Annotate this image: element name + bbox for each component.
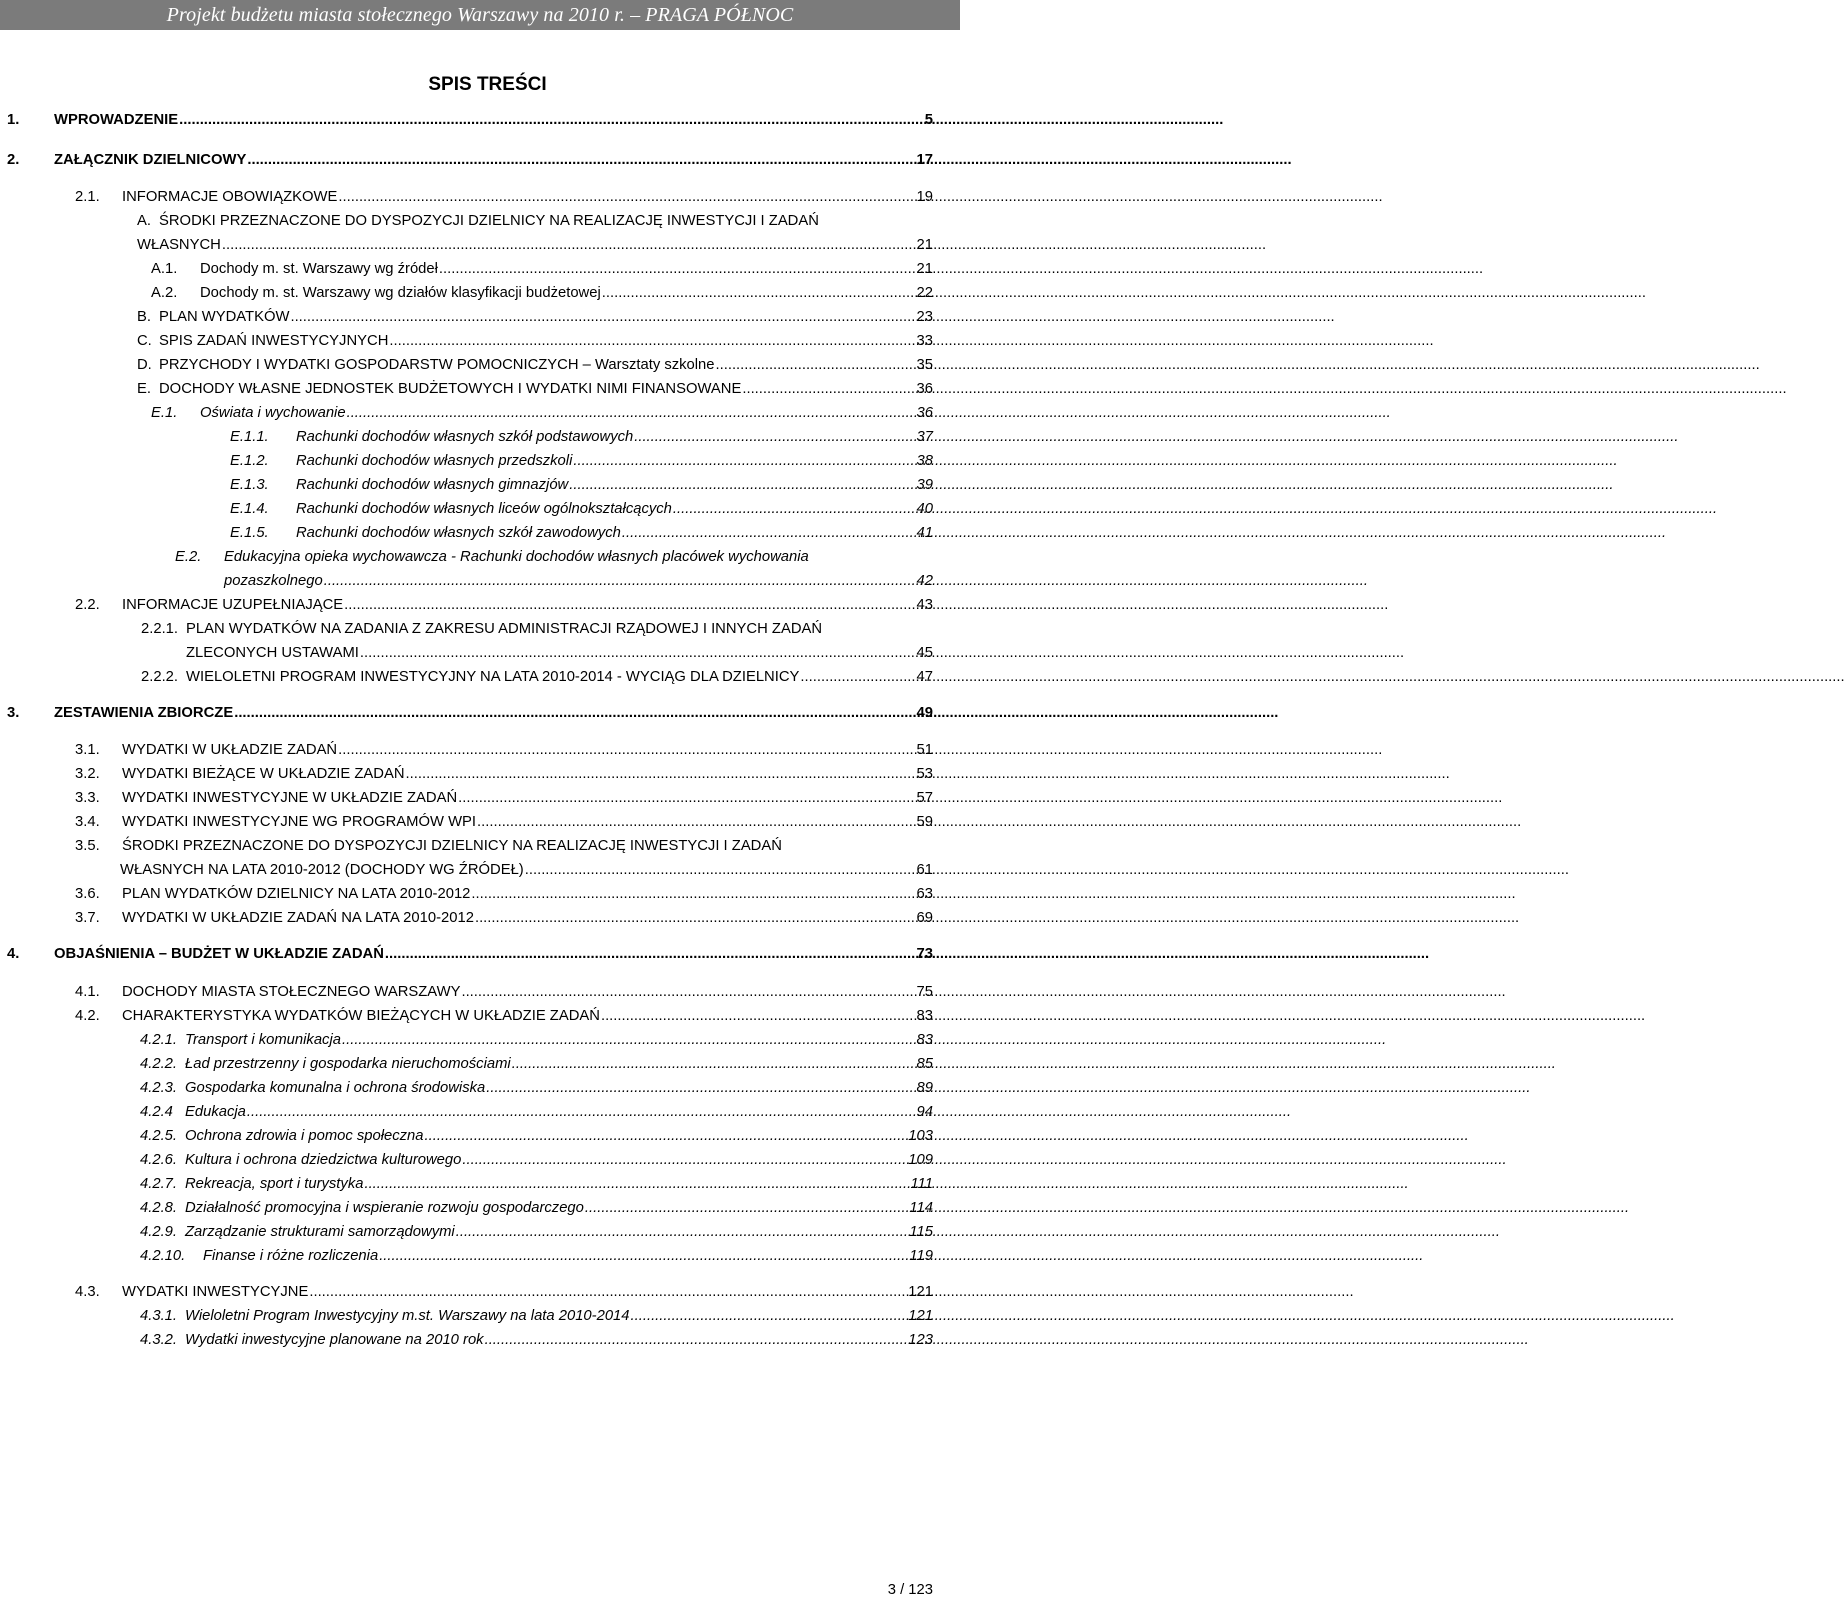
toc-entry-number: A. — [137, 213, 151, 229]
toc-entry-number: 4.3.1. — [140, 1308, 178, 1324]
toc-entry-page: 33 — [916, 333, 933, 349]
toc-entry[interactable] — [230, 473, 933, 497]
toc-entry-title: PRZYCHODY I WYDATKI GOSPODARSTW POMOCNICZYCH – Warsztaty szkolne — [159, 357, 715, 373]
dot-leader — [389, 329, 915, 353]
toc-entry-number: 3.2. — [75, 766, 100, 782]
toc-entry-number: 2.2.1. — [141, 621, 179, 637]
toc-title: SPIS TREŚCI — [428, 74, 547, 95]
toc-entry-title: Kultura i ochrona dziedzictwa kulturowego — [185, 1152, 462, 1168]
toc-entry-page: 47 — [916, 669, 933, 685]
toc-entry-page: 109 — [908, 1152, 933, 1168]
toc-entry-number: 3.6. — [75, 886, 100, 902]
dot-leader — [247, 1100, 916, 1124]
toc-entry[interactable] — [230, 425, 933, 449]
toc-entry-title: WYDATKI INWESTYCYJNE — [122, 1284, 309, 1300]
toc-entry[interactable] — [141, 665, 933, 689]
toc-entry[interactable] — [75, 810, 933, 834]
toc-entry[interactable] — [120, 858, 933, 882]
dot-leader — [486, 1076, 915, 1100]
dot-leader — [485, 1328, 908, 1352]
toc-entry[interactable] — [151, 257, 933, 281]
toc-entry-title: Oświata i wychowanie — [200, 405, 346, 421]
toc-entry-page: 38 — [916, 453, 933, 469]
toc-entry-page: 17 — [916, 152, 933, 168]
toc-entry-page: 63 — [916, 886, 933, 902]
toc-entry-page: 51 — [916, 742, 933, 758]
toc-entry-page: 49 — [916, 705, 933, 721]
dot-leader — [344, 593, 915, 617]
toc-entry[interactable] — [7, 701, 933, 725]
toc-entry-page: 43 — [916, 597, 933, 613]
toc-entry-number: 4.2.1. — [140, 1032, 178, 1048]
toc-entry-title: Rachunki dochodów własnych szkół podstawowych — [296, 429, 634, 445]
toc-entry-page: 5 — [924, 112, 933, 128]
toc-entry-number: 3. — [7, 705, 20, 721]
toc-entry-number: E.1. — [151, 405, 178, 421]
dot-leader — [585, 1196, 909, 1220]
toc-entry-title: WPROWADZENIE — [54, 112, 179, 128]
toc-entry-page: 41 — [916, 525, 933, 541]
toc-entry[interactable] — [137, 233, 933, 257]
dot-leader — [364, 1172, 909, 1196]
toc-entry-title: WYDATKI BIEŻĄCE W UKŁADZIE ZADAŃ — [122, 766, 405, 782]
toc-entry-page: 111 — [910, 1176, 933, 1192]
toc-entry-number: 2.1. — [75, 189, 100, 205]
toc-entry-title: INFORMACJE UZUPEŁNIAJĄCE — [122, 597, 344, 613]
toc-entry-title: Rachunki dochodów własnych przedszkoli — [296, 453, 573, 469]
toc-entry-title: Transport i komunikacja — [185, 1032, 341, 1048]
toc-entry-title: Ochrona zdrowia i pomoc społeczna — [185, 1128, 424, 1144]
toc-entry-title: pozaszkolnego — [224, 573, 323, 589]
dot-leader — [439, 257, 916, 281]
toc-entry-number: 4.2.2. — [140, 1056, 178, 1072]
toc-entry-number: 4.2.4 — [140, 1104, 173, 1120]
toc-entry[interactable] — [137, 209, 933, 233]
dot-leader — [338, 185, 915, 209]
toc-entry-page: 85 — [916, 1056, 933, 1072]
dot-leader — [512, 1052, 916, 1076]
dot-leader — [471, 882, 915, 906]
dot-leader — [338, 738, 915, 762]
toc-entry[interactable] — [140, 1076, 933, 1100]
toc-entry-page: 89 — [916, 1080, 933, 1096]
toc-entry-number: A.2. — [151, 285, 178, 301]
toc-entry-number: E.1.2. — [230, 453, 269, 469]
toc-entry-page: 123 — [908, 1332, 933, 1348]
toc-entry-page: 94 — [916, 1104, 933, 1120]
toc-entry-number: 1. — [7, 112, 20, 128]
toc-entry[interactable] — [75, 1004, 933, 1028]
dot-leader — [324, 569, 916, 593]
toc-entry-title: Finanse i różne rozliczenia — [203, 1248, 379, 1264]
toc-entry-title: Wieloletni Program Inwestycyjny m.st. Warszawy na lata 2010-2014 — [185, 1308, 630, 1324]
toc-entry-number: E. — [137, 381, 151, 397]
toc-entry-title: Gospodarka komunalna i ochrona środowiska — [185, 1080, 486, 1096]
toc-entry-number: E.1.1. — [230, 429, 269, 445]
toc-entry[interactable] — [151, 401, 933, 425]
toc-entry[interactable] — [140, 1124, 933, 1148]
toc-entry-page: 121 — [908, 1284, 933, 1300]
dot-leader — [406, 762, 916, 786]
toc-entry-title: PLAN WYDATKÓW — [159, 309, 290, 325]
toc-entry-title: PLAN WYDATKÓW NA ZADANIA Z ZAKRESU ADMINISTRACJI RZĄDOWEJ I INNYCH ZADAŃ — [186, 621, 823, 637]
toc-entry-page: 119 — [909, 1248, 933, 1264]
dot-leader — [477, 810, 916, 834]
dot-leader — [222, 233, 916, 257]
toc-entry-title: INFORMACJE OBOWIĄZKOWE — [122, 189, 338, 205]
toc-entry[interactable] — [75, 786, 933, 810]
toc-entry-title: Edukacja — [185, 1104, 246, 1120]
dot-leader — [309, 1280, 907, 1304]
toc-entry[interactable] — [151, 281, 933, 305]
dot-leader — [631, 1304, 908, 1328]
toc-entry[interactable] — [140, 1328, 933, 1352]
toc-entry-number: 4.1. — [75, 984, 100, 1000]
toc-entry-page: 61 — [916, 862, 933, 878]
toc-entry[interactable] — [140, 1052, 933, 1076]
toc-entry-number: 4.2. — [75, 1008, 100, 1024]
toc-entry-number: 3.5. — [75, 838, 100, 854]
toc-entry-number: 3.3. — [75, 790, 100, 806]
toc-entry-page: 69 — [916, 910, 933, 926]
toc-entry-title: ZESTAWIENIA ZBIORCZE — [54, 705, 234, 721]
toc-entry-page: 75 — [916, 984, 933, 1000]
toc-entry[interactable] — [75, 834, 933, 858]
toc-entry-number: 4. — [7, 946, 20, 962]
dot-leader — [385, 942, 916, 966]
toc-entry-number: 4.2.8. — [140, 1200, 178, 1216]
toc-entry-title: Edukacyjna opieka wychowawcza - Rachunki dochodów własnych placówek wychowania — [224, 549, 809, 565]
toc-entry-title: Zarządzanie strukturami samorządowymi — [185, 1224, 455, 1240]
toc-entry[interactable] — [75, 882, 933, 906]
dot-leader — [573, 449, 915, 473]
toc-entry-number: 4.2.7. — [140, 1176, 178, 1192]
toc-entry[interactable] — [140, 1220, 933, 1244]
toc-entry-title: Dochody m. st. Warszawy wg źródeł — [200, 261, 438, 277]
toc-entry-page: 42 — [916, 573, 933, 589]
dot-leader — [673, 497, 916, 521]
toc-entry-page: 45 — [916, 645, 933, 661]
toc-entry-title: Dochody m. st. Warszawy wg działów klasyfikacji budżetowej — [200, 285, 601, 301]
dot-leader — [247, 148, 915, 172]
dot-leader — [234, 701, 915, 725]
toc-entry-page: 114 — [909, 1200, 933, 1216]
toc-entry-page: 83 — [916, 1008, 933, 1024]
toc-entry[interactable] — [75, 1280, 933, 1304]
toc-entry-number: 4.2.3. — [140, 1080, 178, 1096]
toc-entry[interactable] — [140, 1028, 933, 1052]
toc-entry-page: 36 — [916, 381, 933, 397]
dot-leader — [360, 641, 916, 665]
toc-entry-number: 2.2.2. — [141, 669, 179, 685]
toc-entry[interactable] — [224, 569, 933, 593]
dot-leader — [800, 665, 915, 689]
toc-entry[interactable] — [140, 1196, 933, 1220]
dot-leader — [379, 1244, 908, 1268]
toc-entry-number: D. — [137, 357, 152, 373]
toc-entry-title: Rekreacja, sport i turystyka — [185, 1176, 364, 1192]
toc-entry[interactable] — [137, 353, 933, 377]
toc-entry-title: Rachunki dochodów własnych szkół zawodowych — [296, 525, 621, 541]
toc-entry-page: 35 — [916, 357, 933, 373]
toc-entry[interactable] — [7, 942, 933, 966]
toc-entry-page: 53 — [916, 766, 933, 782]
dot-leader — [347, 401, 916, 425]
toc-entry-title: SPIS ZADAŃ INWESTYCYJNYCH — [159, 333, 389, 349]
toc-entry-number: A.1. — [151, 261, 178, 277]
toc-entry[interactable] — [140, 1172, 933, 1196]
toc-entry-page: 23 — [916, 309, 933, 325]
toc-entry-title: WYDATKI W UKŁADZIE ZADAŃ — [122, 742, 338, 758]
toc-entry[interactable] — [75, 593, 933, 617]
toc-entry-number: 2.2. — [75, 597, 100, 613]
toc-entry-title: Rachunki dochodów własnych gimnazjów — [296, 477, 569, 493]
toc-entry-page: 21 — [916, 261, 933, 277]
dot-leader — [569, 473, 915, 497]
toc-entry-number: 2. — [7, 152, 20, 168]
dot-leader — [475, 906, 916, 930]
toc-entry[interactable] — [140, 1148, 933, 1172]
toc-entry[interactable] — [7, 108, 933, 132]
page-indicator: 3 / 123 — [887, 1582, 933, 1598]
toc-entry-title: WIELOLETNI PROGRAM INWESTYCYJNY NA LATA 2010-2014 - WYCIĄG DLA DZIELNICY — [186, 669, 800, 685]
toc-entry-title: PLAN WYDATKÓW DZIELNICY NA LATA 2010-2012 — [122, 886, 471, 902]
toc-entry-number: 4.2.6. — [140, 1152, 178, 1168]
toc-entry[interactable] — [230, 521, 933, 545]
toc-entry[interactable] — [75, 906, 933, 930]
toc-entry-page: 36 — [916, 405, 933, 421]
toc-entry-number: C. — [137, 333, 152, 349]
toc-entry-title: ŚRODKI PRZEZNACZONE DO DYSPOZYCJI DZIELNICY NA REALIZACJĘ INWESTYCJI I ZADAŃ — [122, 838, 782, 854]
toc-entry-title: WYDATKI INWESTYCYJNE W UKŁADZIE ZADAŃ — [122, 790, 458, 806]
running-header — [0, 0, 960, 30]
toc-entry-title: Rachunki dochodów własnych liceów ogólnokształcących — [296, 501, 672, 517]
dot-leader — [742, 377, 915, 401]
toc-entry-title: Wydatki inwestycyjne planowane na 2010 rok — [185, 1332, 484, 1348]
toc-entry[interactable] — [137, 377, 933, 401]
toc-entry-page: 73 — [916, 946, 933, 962]
toc-entry[interactable] — [175, 545, 933, 569]
toc-entry[interactable] — [137, 305, 933, 329]
toc-entry-title: OBJAŚNIENIA – BUDŻET W UKŁADZIE ZADAŃ — [54, 946, 384, 962]
toc-entry[interactable] — [230, 449, 933, 473]
dot-leader — [525, 858, 916, 882]
toc-entry-number: 4.3.2. — [140, 1332, 178, 1348]
dot-leader — [461, 980, 915, 1004]
toc-entry-number: 4.2.9. — [140, 1224, 178, 1240]
toc-entry[interactable] — [75, 185, 933, 209]
dot-leader — [601, 1004, 916, 1028]
toc-entry[interactable] — [75, 980, 933, 1004]
toc-entry-number: E.1.3. — [230, 477, 269, 493]
dot-leader — [602, 281, 916, 305]
toc-entry-number: E.1.4. — [230, 501, 269, 517]
toc-entry[interactable] — [7, 148, 933, 172]
toc-entry-title: WŁASNYCH NA LATA 2010-2012 (DOCHODY WG ŹRÓDEŁ) — [120, 862, 524, 878]
toc-entry-title: DOCHODY MIASTA STOŁECZNEGO WARSZAWY — [122, 984, 461, 1000]
toc-entry-number: 4.3. — [75, 1284, 100, 1300]
header-title: Projekt budżetu miasta stołecznego Warszawy na 2010 r. – PRAGA PÓŁNOC — [166, 3, 794, 26]
toc-entry[interactable] — [140, 1244, 933, 1268]
toc-entry[interactable] — [140, 1304, 933, 1328]
toc-entry-page: 83 — [916, 1032, 933, 1048]
toc-entry-page: 39 — [916, 477, 933, 493]
toc-entry-title: ZAŁĄCZNIK DZIELNICOWY — [54, 152, 247, 168]
toc-entry-page: 19 — [916, 189, 933, 205]
toc-entry-page: 115 — [909, 1224, 933, 1240]
toc-entry-page: 121 — [908, 1308, 933, 1324]
dot-leader — [290, 305, 915, 329]
toc-entry-number: 3.1. — [75, 742, 100, 758]
toc-entry-number: 4.2.10. — [140, 1248, 186, 1264]
toc-entry-page: 59 — [916, 814, 933, 830]
toc-entry-number: 3.7. — [75, 910, 100, 926]
toc-entry-title: CHARAKTERYSTYKA WYDATKÓW BIEŻĄCYCH W UKŁADZIE ZADAŃ — [122, 1008, 600, 1024]
dot-leader — [342, 1028, 916, 1052]
dot-leader — [634, 425, 915, 449]
toc-entry-title: ŚRODKI PRZEZNACZONE DO DYSPOZYCJI DZIELNICY NA REALIZACJĘ INWESTYCJI I ZADAŃ — [159, 213, 819, 229]
dot-leader — [456, 1220, 909, 1244]
dot-leader — [622, 521, 916, 545]
toc-entry-page: 37 — [916, 429, 933, 445]
dot-leader — [179, 108, 924, 132]
toc-entry-title: Ład przestrzenny i gospodarka nieruchomościami — [185, 1056, 511, 1072]
toc-entry-number: 4.2.5. — [140, 1128, 178, 1144]
toc-entry-title: WŁASNYCH — [137, 237, 221, 253]
dot-leader — [425, 1124, 908, 1148]
dot-leader — [716, 353, 916, 377]
toc-entry[interactable] — [75, 762, 933, 786]
toc-entry-number: B. — [137, 309, 151, 325]
toc-entry-number: 3.4. — [75, 814, 100, 830]
toc-entry-page: 57 — [916, 790, 933, 806]
toc-entry[interactable] — [140, 1100, 933, 1124]
toc-entry-number: E.2. — [175, 549, 202, 565]
toc-entry[interactable] — [75, 738, 933, 762]
toc-entry-page: 103 — [908, 1128, 933, 1144]
toc-entry-title: Działalność promocyjna i wspieranie rozwoju gospodarczego — [185, 1200, 584, 1216]
dot-leader — [462, 1148, 907, 1172]
toc-entry-title: WYDATKI W UKŁADZIE ZADAŃ NA LATA 2010-2012 — [122, 910, 474, 926]
toc-entry-number: E.1.5. — [230, 525, 269, 541]
toc-entry[interactable] — [230, 497, 933, 521]
dot-leader — [458, 786, 915, 810]
toc-entry-page: 21 — [916, 237, 933, 253]
toc-entry-title: DOCHODY WŁASNE JEDNOSTEK BUDŻETOWYCH I WYDATKI NIMI FINANSOWANE — [159, 381, 742, 397]
toc-entry-title: WYDATKI INWESTYCYJNE WG PROGRAMÓW WPI — [122, 814, 477, 830]
toc-entry-page: 22 — [916, 285, 933, 301]
toc-entry[interactable] — [186, 641, 933, 665]
toc-entry[interactable] — [141, 617, 933, 641]
toc-entry[interactable] — [137, 329, 933, 353]
toc-entry-page: 40 — [916, 501, 933, 517]
toc-entry-title: ZLECONYCH USTAWAMI — [186, 645, 359, 661]
